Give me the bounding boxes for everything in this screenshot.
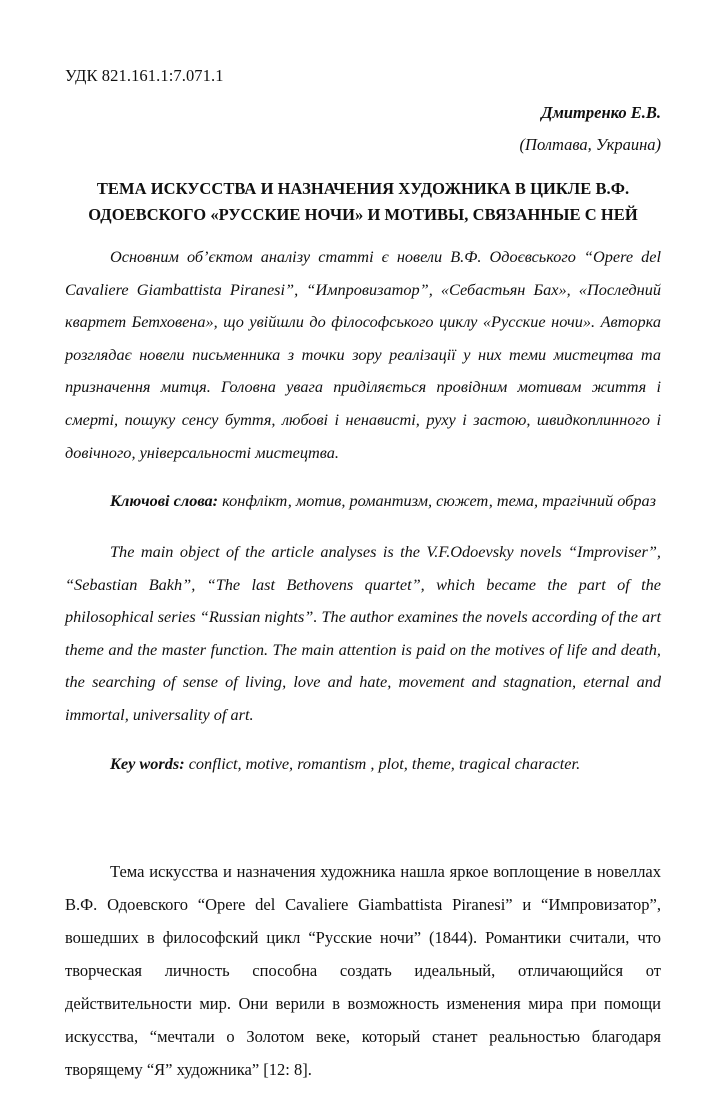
abstract-ukrainian: Основним об’єктом аналізу статті є новели В.Ф. Одоєвського “Opere del Cavaliere Giambattista Piranesi”, “Импровизатор”, «Себастьян Бах», «Последний квартет Бетховена», що увійшли до філософського циклу «Русские ночи». Авторка розглядає новели письменника з точки зору реалізації у них теми мистецтва та призначення митця. Головна увага приділяється провідним мотивам життя і смерті, пошуку сенсу буття, любові і ненависті, руху і застою, швидкоплинного і довічного, універсальності мистецтва. bbox=[65, 246, 661, 462]
author-name: Дмитренко Е.В. bbox=[541, 102, 661, 122]
keywords-english-label: Key words: bbox=[110, 753, 185, 773]
keywords-english-value: conflict, motive, romantism , plot, theme, tragical character. bbox=[184, 753, 581, 773]
keywords-english bbox=[65, 748, 661, 781]
abstract-english: The main object of the article analyses is the V.F.Odoevsky novels “Improviser”, “Sebastian Bakh”, “The last Bethovens quartet”, which became the part of the philosophical series “Russian nights”. The author examines the novels according of the art theme and the master function. The main attention is paid on the motives of life and death, the searching of sense of living, love and hate, movement and stagnation, eternal and immortal, universality of art. bbox=[65, 541, 661, 724]
page-content bbox=[65, 0, 661, 1103]
body-paragraph-1: Тема искусства и назначения художника нашла яркое воплощение в новеллах В.Ф. Одоевского “Opere del Cavaliere Giambattista Piranesi” и “Импровизатор”, вошедших в философский цикл “Русские ночи” (1844). Романтики считали, что творческая личность способна создать идеальный, отличающийся от действительности мир. Они верили в возможность изменения мира при помощи искусства, “мечтали о Золотом веке, который станет реальностью благодаря творящему “Я” художника” [12: 8]. bbox=[65, 862, 661, 1080]
udc-code: УДК 821.161.1:7.071.1 bbox=[65, 66, 224, 85]
section-spacer bbox=[65, 797, 661, 839]
author-affiliation: (Полтава, Украина) bbox=[519, 135, 661, 154]
keywords-ukrainian-value: конфлікт, мотив, романтизм, сюжет, тема, трагічний образ bbox=[218, 491, 656, 511]
keywords-ukrainian-label: Ключові слова: bbox=[110, 491, 219, 511]
page-title: ТЕМА ИСКУССТВА И НАЗНАЧЕНИЯ ХУДОЖНИКА В ЦИКЛЕ В.Ф. ОДОЕВСКОГО «РУССКИЕ НОЧИ» И МОТИВЫ, СВЯЗАННЫЕ С НЕЙ bbox=[88, 178, 638, 225]
keywords-ukrainian bbox=[65, 485, 661, 518]
